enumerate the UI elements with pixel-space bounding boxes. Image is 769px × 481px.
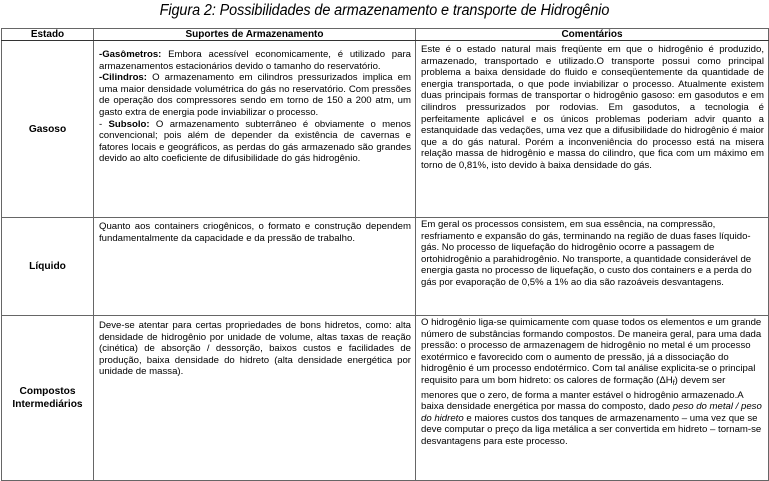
prefix-subsolo: -: [99, 118, 109, 130]
comentario-italic: peso do metal / peso do hidreto: [421, 401, 762, 424]
comentario-subscript: f: [672, 379, 675, 387]
comentarios-cell: Em geral os processos consistem, em sua essência, na compressão, resfriamento e expansão do gás, terminando na região de duas fases líquido-gás. No processo de liquefação do hidrogênio ocorre a passagem de ortohidrogênio a parahidrogênio. No transporte, a quantidade considerável de energia gasta no processo de liquefação, o custo dos containers e a perda do gás por evaporação de 0,5% a 1% ao dia são razoáveis desvantagens.: [416, 218, 769, 316]
suportes-cell: [94, 41, 416, 218]
term-cilindros: -Cilindros:: [99, 72, 147, 84]
comentario-part2: ) devem ser menores que o zero, de forma a manter estável o hidrogênio armazenado.A baixa densidade energética por massa do composto, dado: [421, 374, 744, 413]
estado-cell: Gasoso: [2, 41, 94, 218]
term-subsolo: Subsolo:: [108, 118, 150, 130]
header-estado: Estado: [2, 29, 94, 41]
suporte-subsolo: [99, 119, 411, 165]
table-header-row: [2, 29, 769, 41]
figure-title: Figura 2: Possibilidades de armazenamento e transporte de Hidrogênio: [159, 2, 610, 19]
suporte-gasometros: [99, 49, 411, 72]
comentarios-cell: [416, 316, 769, 481]
estado-line1: Compostos: [19, 386, 76, 397]
estado-cell: [2, 316, 94, 481]
table-row-gasoso: [2, 41, 769, 218]
suportes-cell: Deve-se atentar para certas propriedades de bons hidretos, como: alta densidade de hidrogênio por unidade de volume, altas taxas de reação (cinética) de absorção / dessorção, baixos custos e facilidades de produção, baixa densidade do hidreto (alta densidade energética por unidade de massa).: [94, 316, 416, 481]
table-row-compostos: [2, 316, 769, 481]
estado-cell: Líquido: [2, 218, 94, 316]
text-cilindros: O armazenamento em cilindros pressurizados implica em uma maior densidade volumétrica do gás no reservatório. Com pressões de operação dos compressores sendo em torno de 150 a 200 atm, um gasto extra de energia pode inviabilizar o processo.: [99, 72, 411, 118]
suporte-cilindros: [99, 72, 411, 118]
estado-line2: Intermediários: [12, 399, 83, 410]
text-gasometros: Embora acessível economicamente, é utilizado para armazenamentos estacionários devido o tamanho do reservatório.: [99, 49, 411, 72]
hydrogen-storage-table: [1, 28, 769, 481]
table-row-liquido: [2, 218, 769, 316]
text-subsolo: O armazenamento subterrâneo é obviamente o menos convencional; pois além de depender da existência de cavernas e fatores locais e geográficos, as perdas do gás armazenado são grandes devido ao alto coeficiente de difusibilidade do gás hidrogênio.: [99, 118, 411, 165]
comentario-part1: O hidrogênio liga-se quimicamente com quase todos os elementos e um grande número de substâncias formando compostos. De maneira geral, para uma dada pressão: o processo de armazenagem de hidrogênio no metal é um processo exotérmico e favorecido com o aumento de pressão, já a dissociação do hidrogênio é um processo endotérmico. Com tal análise explicita-se o principal requisito para um bom hidreto: os calores de formação (ΔH: [421, 317, 762, 386]
suportes-cell: Quanto aos containers criogênicos, o formato e construção dependem fundamentalmente da capacidade e da pressão de trabalho.: [94, 218, 416, 316]
header-comentarios: Comentários: [416, 29, 769, 41]
comentario-part3: e maiores custos dos tanques de armazenamento – uma vez que se deve computar o preço da liga metálica a ser convertida em hidreto – tornam-se desvantagens para este processo.: [421, 412, 762, 447]
header-suportes: Suportes de Armazenamento: [94, 29, 416, 41]
term-gasometros: -Gasômetros:: [99, 49, 162, 60]
comentarios-cell: Este é o estado natural mais freqüente em que o hidrogênio é produzido, armazenado, transportado e utilizado.O transporte possui como principal problema a baixa densidade do fluido e conseqüentemente da quantidade de energia transportada, o que pode inviabilizar o processo. Atualmente existem duas principais formas de transportar o hidrogênio gasoso: em gasodutos e em cilindros pressurizados por rodovias. Em gasodutos, a tecnologia é perfeitamente aplicável e os únicos problemas poderiam advir quanto a estanquidade das vedações, uma vez que a difusibilidade do hidrogênio é maior que a do gás natural. Porém a inconveniência do processo está na misera relação massa de hidrogênio e massa do cilindro, que fica com um máximo em torno de 0,81%, isto devido à baixa densidade do gás.: [416, 41, 769, 218]
